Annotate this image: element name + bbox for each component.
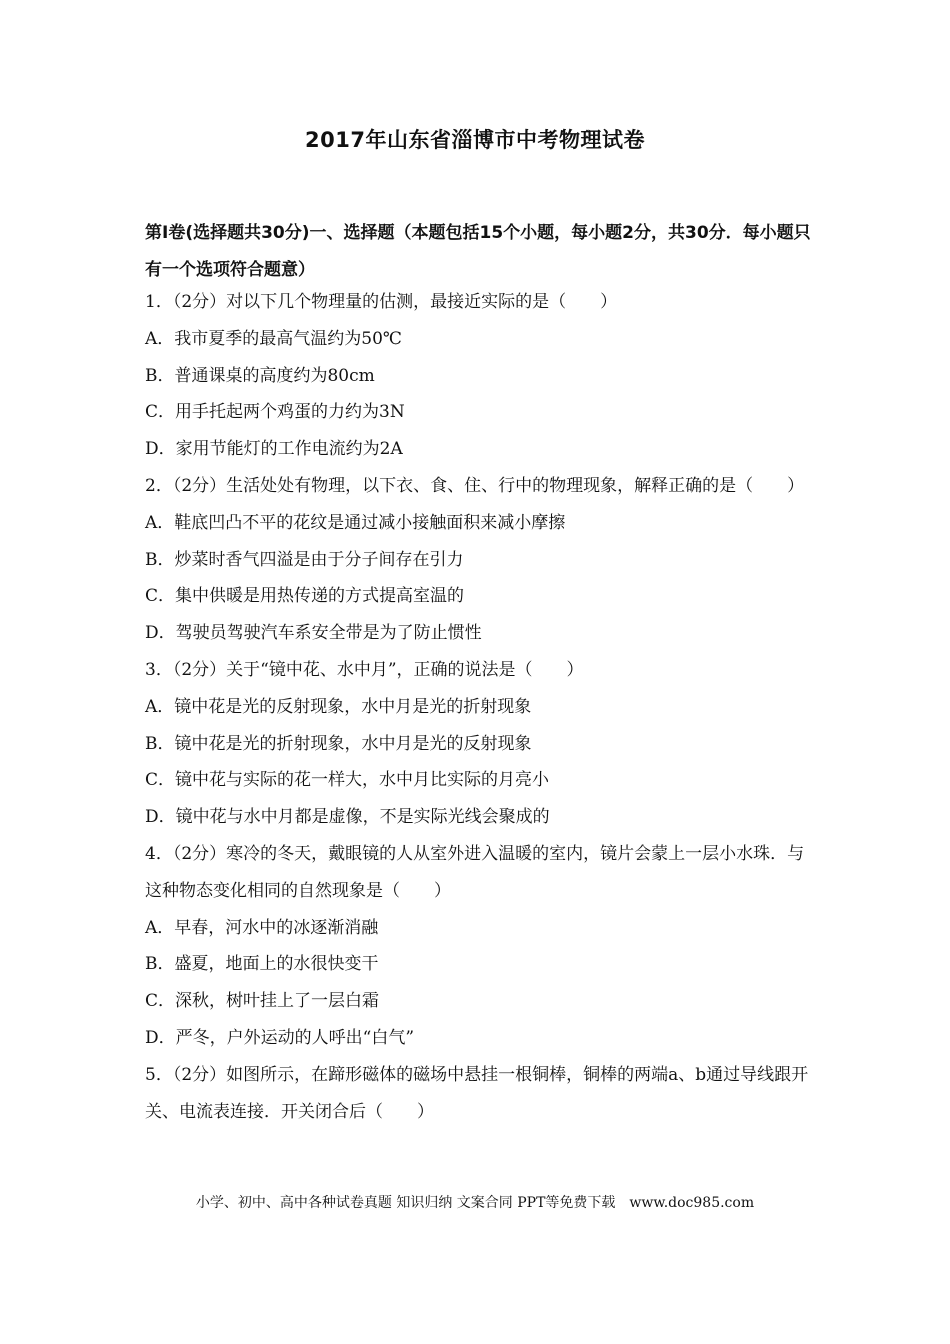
- option-d: D．严冬，户外运动的人呼出“白气”: [145, 1027, 415, 1048]
- section-heading: 第Ⅰ卷(选择题共30分)一、选择题（本题包括15个小题，每小题2分，共30分．每小题只有一个选项符合题意）: [145, 223, 811, 280]
- option-a: A．我市夏季的最高气温约为50℃: [145, 328, 402, 349]
- option-b: B．镜中花是光的折射现象，水中月是光的反射现象: [145, 733, 532, 754]
- question-stem: 1．（2分）对以下几个物理量的估测，最接近实际的是（ ）: [145, 292, 618, 312]
- option-d: D．驾驶员驾驶汽车系安全带是为了防止惯性: [145, 623, 482, 644]
- question-3: [145, 652, 815, 836]
- option-b: B．盛夏，地面上的水很快变干: [145, 954, 379, 975]
- option-c: C．用手托起两个鸡蛋的力约为3N: [145, 402, 405, 423]
- option-d: D．镜中花与水中月都是虚像，不是实际光线会聚成的: [145, 807, 550, 828]
- option-c: C．镜中花与实际的花一样大，水中月比实际的月亮小: [145, 770, 550, 791]
- exam-title: 2017年山东省淄博市中考物理试卷: [305, 128, 645, 152]
- option-c: C．集中供暖是用热传递的方式提高室温的: [145, 586, 465, 607]
- footer-text: 小学、初中、高中各种试卷真题 知识归纳 文案合同 PPT等免费下载 www.doc985.com: [195, 1195, 755, 1211]
- question-stem: 5．（2分）如图所示，在蹄形磁体的磁场中悬挂一根铜棒，铜棒的两端a、b通过导线跟开关、电流表连接．开关闭合后（ ）: [145, 1064, 809, 1122]
- question-stem: 4．（2分）寒冷的冬天，戴眼镜的人从室外进入温暖的室内，镜片会蒙上一层小水珠．与这种物态变化相同的自然现象是（ ）: [145, 843, 805, 901]
- option-b: B．炒菜时香气四溢是由于分子间存在引力: [145, 549, 464, 570]
- option-d: D．家用节能灯的工作电流约为2A: [145, 439, 403, 460]
- question-stem: 2．（2分）生活处处有物理，以下衣、食、住、行中的物理现象，解释正确的是（ ）: [145, 475, 805, 496]
- question-stem: 3．（2分）关于“镜中花、水中月”，正确的说法是（ ）: [145, 659, 584, 680]
- question-5: [145, 1057, 815, 1131]
- option-b: B．普通课桌的高度约为80cm: [145, 365, 375, 386]
- option-c: C．深秋，树叶挂上了一层白霜: [145, 991, 380, 1012]
- question-1: [145, 284, 815, 468]
- question-2: [145, 468, 815, 652]
- question-list: [145, 284, 815, 1130]
- option-a: A．镜中花是光的反射现象，水中月是光的折射现象: [145, 696, 532, 717]
- option-a: A．早春，河水中的冰逐渐消融: [145, 917, 379, 938]
- option-a: A．鞋底凹凸不平的花纹是通过减小接触面积来减小摩擦: [145, 512, 566, 533]
- question-4: [145, 836, 815, 1057]
